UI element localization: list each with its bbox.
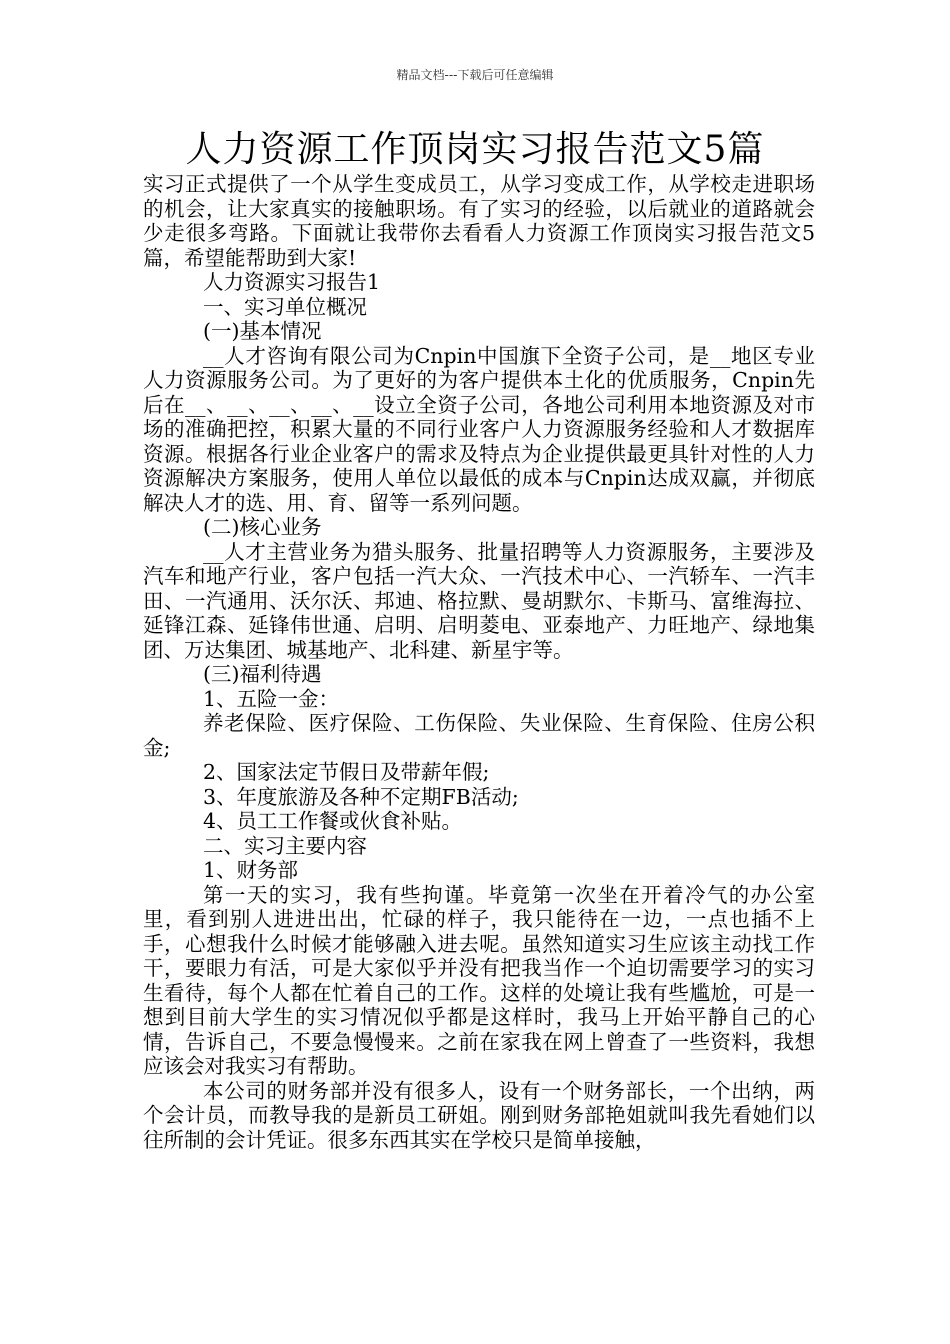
body-paragraph: __人才主营业务为猎头服务、批量招聘等人力资源服务，主要涉及汽车和地产行业，客户包括一汽大众、一汽技术中心、一汽轿车、一汽丰田、一汽通用、沃尔沃、邦迪、格拉默、曼胡默尔、卡斯马、富维海拉、延锋江森、延锋伟世通、启明、启明菱电、亚泰地产、力旺地产、绿地集团、万达集团、城基地产、北科建、新星宇等。 — [143, 539, 815, 662]
section-heading: 一、实习单位概况 — [203, 294, 367, 319]
subsection-heading: (二)核心业务 — [203, 515, 322, 539]
intro-paragraph: 实习正式提供了一个从学生变成员工，从学习变成工作，从学校走进职场的机会，让大家真实的接触职场。有了实习的经验，以后就业的道路就会少走很多弯路。下面就让我带你去看看人力资源工作顶岗实习报告范文5篇，希望能帮助到大家! — [143, 172, 815, 270]
section-heading: 二、实习主要内容 — [203, 833, 367, 858]
body-paragraph: 本公司的财务部并没有很多人，设有一个财务部长，一个出纳，两个会计员，而教导我的是新员工研姐。刚到财务部艳姐就叫我先看她们以往所制的会计凭证。很多东西其实在学校只是简单接触， — [143, 1078, 815, 1152]
list-item: 1、财务部 — [203, 858, 299, 882]
body-paragraph: 第一天的实习，我有些拘谨。毕竟第一次坐在开着冷气的办公室里，看到别人进进出出，忙碌的样子，我只能待在一边，一点也插不上手，心想我什么时候才能够融入进去呢。虽然知道实习生应该主动找工作干，要眼力有活，可是大家似乎并没有把我当作一个迫切需要学习的实习生看待，每个人都在忙着自己的工作。这样的处境让我有些尴尬，可是一想到目前大学生的实习情况似乎都是这样时，我马上开始平静自己的心情，告诉自己，不要急慢慢来。之前在家我在网上曾查了一些资料，我想应该会对我实习有帮助。 — [143, 882, 815, 1078]
subsection-heading: (一)基本情况 — [203, 319, 322, 343]
document-title: 人力资源工作顶岗实习报告范文5篇 — [185, 129, 765, 170]
subsection-heading: (三)福利待遇 — [203, 662, 322, 686]
list-item: 2、国家法定节假日及带薪年假; — [203, 760, 490, 784]
list-item: 4、员工工作餐或伙食补贴。 — [203, 809, 463, 833]
list-item: 1、五险一金： — [203, 686, 340, 711]
document-body — [143, 172, 815, 1152]
body-paragraph: __人才咨询有限公司为Cnpin中国旗下全资子公司，是__地区专业人力资源服务公司。为了更好的为客户提供本土化的优质服务，Cnpin先后在__、__、__、__、__设立全资子公司，各地公司利用本地资源及对市场的准确把控，积累大量的不同行业客户人力资源服务经验和人才数据库资源。根据各行业企业客户的需求及特点为企业提供最更具针对性的人力资源解决方案服务，使用人单位以最低的成本与Cnpin达成双赢，并彻底解决人才的选、用、育、留等一系列问题。 — [143, 343, 815, 515]
header-watermark: 精品文档---下载后可任意编辑 — [396, 68, 554, 82]
body-paragraph: 养老保险、医疗保险、工伤保险、失业保险、生育保险、住房公积金; — [143, 711, 815, 760]
list-item: 3、年度旅游及各种不定期FB活动; — [203, 784, 519, 809]
report-heading: 人力资源实习报告1 — [203, 270, 381, 294]
